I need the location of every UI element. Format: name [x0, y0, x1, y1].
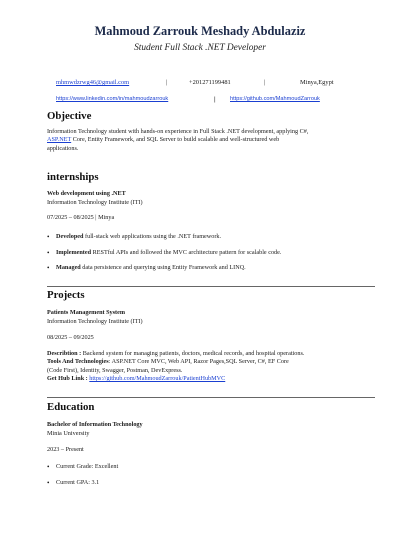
bullet-icon: • [47, 248, 50, 257]
internship-role: Web development using .NET [47, 190, 126, 197]
bullet-icon: • [47, 264, 50, 272]
tools-text: : ASP.NET Core MVC, Web API, Razor Pages,SQL Server, C#, EF Core [108, 358, 289, 366]
separator: | [166, 79, 168, 86]
internship-org: Information Technology Institute (ITI) [47, 199, 143, 206]
school: Minia University [47, 430, 90, 437]
location: Minya,Egypt [300, 79, 334, 86]
education-dates: 2023 – Present [47, 446, 84, 453]
phone-number: +201271199481 [189, 79, 231, 86]
description-text: Backend system for managing patients, doctors, medical records, and hospital operations. [81, 350, 305, 357]
bullet-icon: • [47, 463, 50, 471]
internship-dates: 07/2025 – 08/2025 | Minya [47, 214, 115, 221]
bullet-icon: • [47, 478, 50, 487]
education-heading: Education [47, 401, 95, 413]
list-item: • Managed data persistence and querying using Entity Framework and LINQ. [47, 264, 246, 272]
objective-line-2 [47, 136, 357, 144]
section-divider [47, 286, 375, 287]
project-dates: 08/2025 – 09/2025 [47, 334, 94, 341]
objective-line-3: applications. [47, 144, 79, 152]
education-bullets [47, 463, 367, 494]
objective-line-2-rest: Core, Entity Framework, and SQL Server to build scalable and well-structured web [71, 136, 280, 144]
internships-heading: internships [47, 171, 99, 183]
description-label: Describtion : [47, 350, 82, 357]
degree: Bachelor of Information Technology [47, 421, 143, 428]
objective-heading: Objective [47, 110, 92, 122]
projects-heading: Projects [47, 289, 85, 301]
project-org: Information Technology Institute (ITI) [47, 318, 143, 325]
objective-line-1: Information Technology student with hands-on experience in Full Stack .NET development, applying C#, [47, 128, 309, 135]
project-github-link[interactable]: https://github.com/MahmoudZarrouk/PatientHubMVC [89, 375, 226, 383]
objective-text [47, 128, 357, 153]
bullet-icon: • [47, 233, 50, 241]
section-divider [47, 397, 375, 398]
email-link[interactable]: mhmwdzrwg46@gmail.com [56, 79, 130, 86]
linkedin-link[interactable]: https://www.linkedin.com/in/mahmoudzarrouk [56, 96, 169, 102]
project-description [47, 350, 377, 384]
list-item: • Developed full-stack web applications using the .NET framework. [47, 233, 222, 241]
list-item: • Current GPA: 3.1 [47, 478, 100, 487]
tools-label: Tools And Technologies [47, 358, 109, 366]
candidate-title: Student Full Stack .NET Developer [134, 43, 266, 53]
list-item: • Implemented RESTful APIs and followed the MVC architecture pattern for scalable code. [47, 248, 282, 257]
candidate-name: Mahmoud Zarrouk Meshady Abdulaziz [94, 24, 306, 38]
aspnet-link[interactable]: ASP.NET [47, 136, 72, 144]
github-label: Get Hub Link : [47, 375, 88, 383]
internship-bullets [47, 233, 367, 280]
tools-text-2: (Code First), Identity, Swagger, Postman, DevExpress. [47, 366, 183, 374]
github-link[interactable]: https://github.com/MahmoudZarrouk [230, 96, 320, 102]
separator: | [264, 79, 266, 86]
project-name: Patients Management System [47, 309, 126, 316]
list-item: • Current Grade: Excellent [47, 463, 119, 471]
separator: | [214, 96, 216, 103]
